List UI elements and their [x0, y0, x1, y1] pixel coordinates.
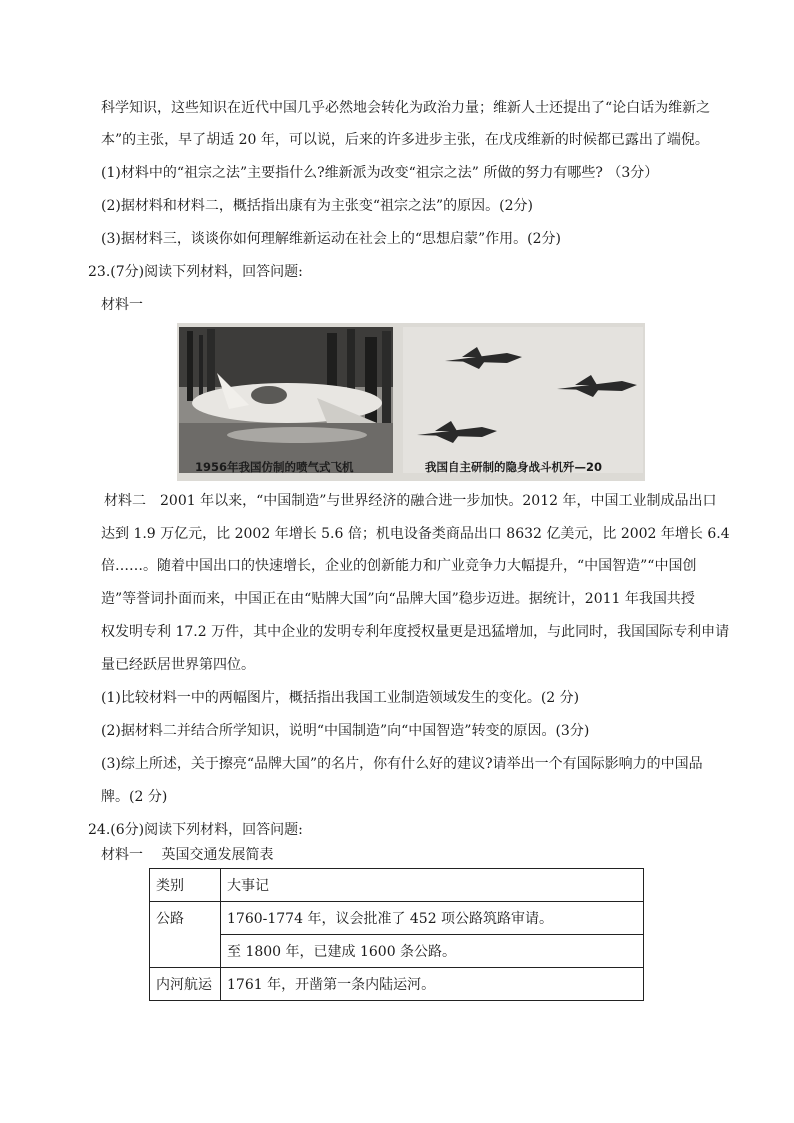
right-photo-caption: 我国自主研制的隐身战斗机歼—20 [425, 460, 603, 474]
table-cell-event: 至 1800 年，已建成 1600 条公路。 [221, 935, 644, 968]
table-header-cell: 类别 [150, 869, 221, 902]
table-row [150, 935, 644, 968]
material-2-line: 权发明专利 17.2 万件，其中企业的发明专利年度授权量更是迅猛增加，与此同时，我国国际专利申请 [101, 624, 730, 640]
material-2-line: 量已经跃居世界第四位。 [101, 657, 255, 673]
material-2-line: 倍……。随着中国出口的快速增长，企业的创新能力和广业竞争力大幅提升，“中国智造”“中国创 [101, 558, 697, 574]
table-cell-event: 1761 年，开凿第一条内陆运河。 [221, 968, 644, 1001]
question-23-heading: 23.(7分)阅读下列材料，回答问题: [88, 264, 303, 280]
question-22-3: (3)据材料三，谈谈你如何理解维新运动在社会上的“思想启蒙”作用。(2分) [101, 231, 561, 247]
question-23-3: (3)综上所述，关于擦亮“品牌大国”的名片，你有什么好的建议?请举出一个有国际影响力的中国品 [101, 756, 703, 772]
question-23-1: (1)比较材料一中的两幅图片，概括指出我国工业制造领域发生的变化。(2 分) [101, 690, 580, 706]
left-photo-caption: 1956年我国仿制的喷气式飞机 [195, 460, 354, 474]
table-cell-category: 公路 [150, 902, 221, 968]
paragraph-line: 本”的主张，早了胡适 20 年，可以说，后来的许多进步主张，在戊戌维新的时候都已露出了端倪。 [101, 132, 709, 148]
question-22-2: (2)据材料和材料二，概括指出康有为主张变“祖宗之法”的原因。(2分) [101, 198, 533, 214]
material-2-line: 造”等誉词扑面而来，中国正在由“贴牌大国”向“品牌大国”稳步迈进。据统计，2011 年我国共授 [101, 591, 695, 607]
right-photo-j20 [403, 327, 643, 474]
paragraph-line: 科学知识，这些知识在近代中国几乎必然地会转化为政治力量；维新人士还提出了“论白话为维新之 [101, 100, 711, 116]
question-23-3-cont: 牌。(2 分) [101, 789, 168, 805]
material-2-line: 达到 1.9 万亿元，比 2002 年增长 5.6 倍；机电设备类商品出口 8632 亿美元，比 2002 年增长 6.4 [101, 526, 730, 542]
material-1-photos [177, 323, 645, 481]
table-cell-event: 1760-1774 年，议会批准了 452 项公路筑路审请。 [221, 902, 644, 935]
table-cell-category: 内河航运 [150, 968, 221, 1001]
question-22-1: (1)材料中的“祖宗之法”主要指什么?维新派为改变“祖宗之法” 所做的努力有哪些? （3分） [101, 165, 659, 181]
transport-table [149, 868, 644, 1001]
material-1-label: 材料一 [101, 297, 143, 313]
table-header-row [150, 869, 644, 902]
question-23-2: (2)据材料二并结合所学知识，说明“中国制造”向“中国智造”转变的原因。(3分) [101, 723, 590, 739]
table-row [150, 902, 644, 935]
question-24-heading: 24.(6分)阅读下列材料，回答问题: [88, 822, 303, 838]
material-2-line: 材料二 2001 年以来，“中国制造”与世界经济的融合进一步加快。2012 年，中国工业制成品出口 [104, 493, 717, 509]
table-header-cell: 大事记 [221, 869, 644, 902]
left-photo-jet-1956 [179, 327, 393, 474]
table-row [150, 968, 644, 1001]
q24-material-1-title: 材料一 英国交通发展简表 [101, 847, 274, 863]
